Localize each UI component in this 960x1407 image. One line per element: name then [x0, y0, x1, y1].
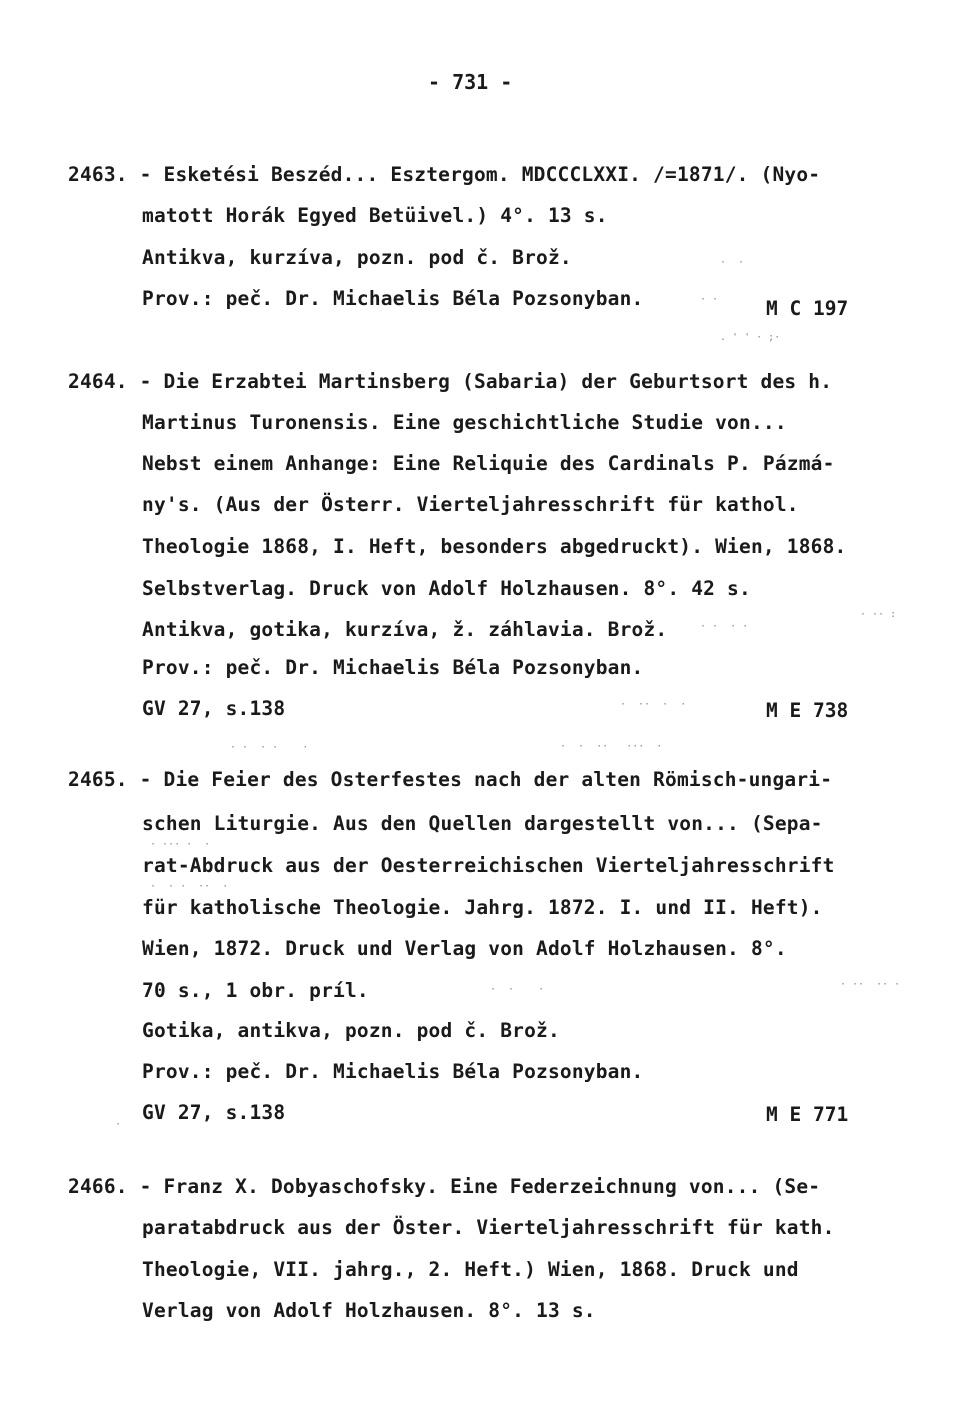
- page-number: - 731 -: [428, 70, 513, 94]
- entry-2464-line-6: Selbstverlag. Druck von Adolf Holzhausen. 8°. 42 s.: [142, 577, 751, 600]
- entry-2464-line-1: 2464. - Die Erzabtei Martinsberg (Sabaria) der Geburtsort des h.: [68, 370, 833, 393]
- entry-2463-line-4: Prov.: peč. Dr. Michaelis Béla Pozsonyban.: [142, 287, 644, 310]
- scan-speck: · ·· · ·: [620, 699, 687, 710]
- entry-2466-line-3: Theologie, VII. jahrg., 2. Heft.) Wien, 1868. Druck und: [142, 1258, 799, 1281]
- entry-2465-line-3: rat-Abdruck aus der Oesterreichischen Vierteljahresschrift: [142, 854, 835, 877]
- scan-speck: · ·· :: [860, 609, 897, 620]
- entry-2464-line-8: Prov.: peč. Dr. Michaelis Béla Pozsonyban.: [142, 656, 644, 679]
- entry-2465-line-4: für katholische Theologie. Jahrg. 1872. I. und II. Heft).: [142, 896, 823, 919]
- scan-speck: · ·· ·· ·: [840, 979, 901, 990]
- entry-2464-signature: M E 738: [766, 699, 849, 722]
- entry-2463-line-3: Antikva, kurzíva, pozn. pod č. Brož.: [142, 246, 572, 269]
- entry-2463-line-1: 2463. - Esketési Beszéd... Esztergom. MDCCCLXXI. /=1871/. (Nyo-: [68, 163, 821, 186]
- scan-speck: · · · ·: [700, 621, 749, 632]
- entry-2465-signature: M E 771: [766, 1103, 849, 1126]
- entry-2465-line-5: Wien, 1872. Druck und Verlag von Adolf Holzhausen. 8°.: [142, 937, 787, 960]
- entry-2464-line-5: Theologie 1868, I. Heft, besonders abgedruckt). Wien, 1868.: [142, 535, 847, 558]
- entry-2464-line-9: GV 27, s.138: [142, 697, 286, 720]
- entry-2464-line-2: Martinus Turonensis. Eine geschichtliche Studie von...: [142, 411, 787, 434]
- scan-speck: · · · · ·: [230, 742, 309, 753]
- entry-2466-line-2: paratabdruck aus der Öster. Vierteljahresschrift für kath.: [142, 1216, 835, 1239]
- entry-2465-line-9: GV 27, s.138: [142, 1101, 286, 1124]
- scan-speck: ·: [115, 1119, 122, 1130]
- scan-speck: · · ·· ··· ·: [560, 741, 663, 752]
- scan-speck: · ·: [720, 257, 745, 268]
- entry-2465-line-2: schen Liturgie. Aus den Quellen dargestellt von... (Sepa-: [142, 812, 823, 835]
- entry-2464-line-7: Antikva, gotika, kurzíva, ž. záhlavia. Brož.: [142, 618, 668, 641]
- scan-speck: . ' ' · ;·: [720, 332, 781, 343]
- entry-2464-line-4: ny's. (Aus der Österr. Vierteljahresschrift für kathol.: [142, 493, 799, 516]
- entry-2465-line-6: 70 s., 1 obr. príl.: [142, 979, 369, 1002]
- entry-2465-line-8: Prov.: peč. Dr. Michaelis Béla Pozsonyban.: [142, 1060, 644, 1083]
- entry-2466-line-1: 2466. - Franz X. Dobyaschofsky. Eine Federzeichnung von... (Se-: [68, 1175, 821, 1198]
- scan-speck: · · · ·· ·: [150, 881, 229, 892]
- entry-2465-line-7: Gotika, antikva, pozn. pod č. Brož.: [142, 1019, 560, 1042]
- scan-speck: · ··· · ·: [150, 839, 211, 850]
- entry-2463-line-2: matott Horák Egyed Betüivel.) 4°. 13 s.: [142, 204, 608, 227]
- entry-2465-line-1: 2465. - Die Feier des Osterfestes nach der alten Römisch-ungari-: [68, 768, 833, 791]
- entry-2463-signature: M C 197: [766, 297, 849, 320]
- entry-2464-line-3: Nebst einem Anhange: Eine Reliquie des Cardinals P. Pázmá-: [142, 452, 835, 475]
- scan-speck: · ·: [700, 294, 719, 305]
- entry-2466-line-4: Verlag von Adolf Holzhausen. 8°. 13 s.: [142, 1299, 596, 1322]
- scan-speck: · · ·: [490, 984, 545, 995]
